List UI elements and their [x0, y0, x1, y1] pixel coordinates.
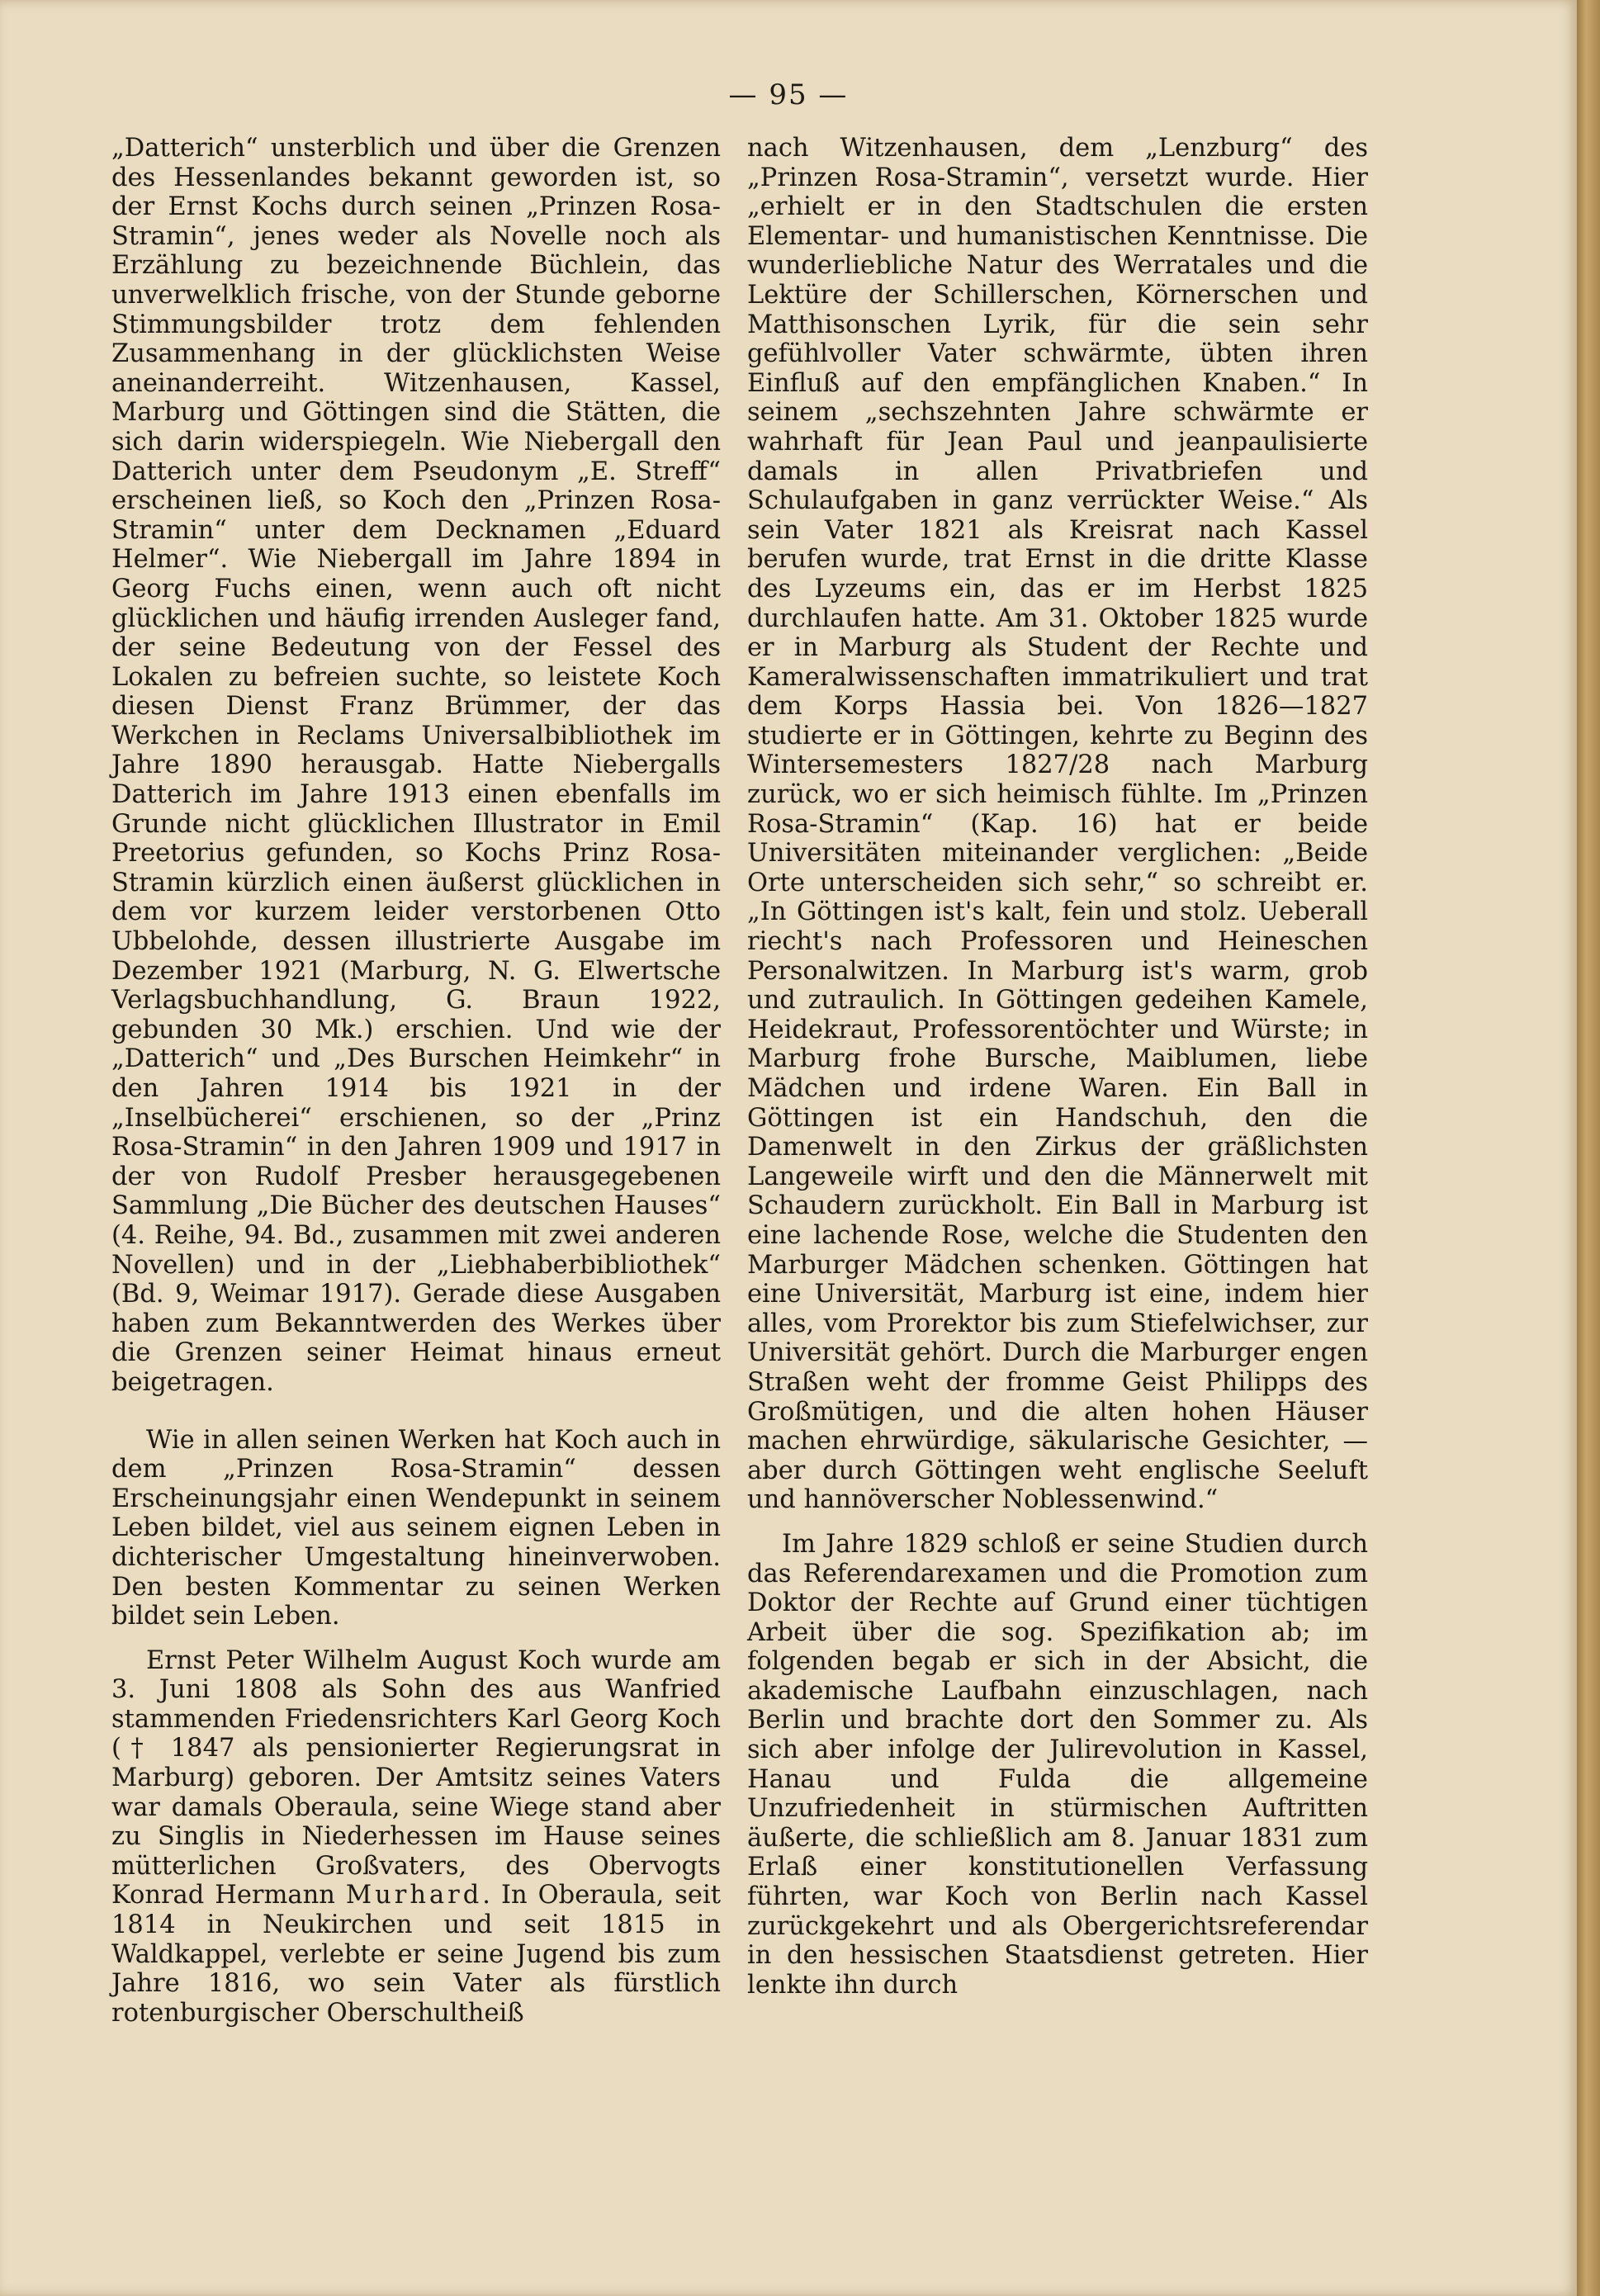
left-paragraph-3-end: . In Oberaula, seit 1814 in Neukirchen und seit 1815 in Waldkappel, verlebte er seine Jugend bis zum Jahre 1816, wo sein Vater als fürstlich rotenburgischer Oberschultheiß — [111, 1881, 721, 2028]
left-column — [111, 134, 721, 2028]
right-paragraph-2: Im Jahre 1829 schloß er seine Studien durch das Referendarexamen und die Promotion zum Doktor der Rechte auf Grund einer tüchtigen Arbeit über die sog. Spezifikation ab; im folgenden begab er sich in der Absicht, die akademische Laufbahn einzuschlagen, nach Berlin und brachte dort den Sommer zu. Als sich aber infolge der Julirevolution in Kassel, Hanau und Fulda die allgemeine Unzufriedenheit in stürmischen Auftritten äußerte, die schließlich am 8. Januar 1831 zum Erlaß einer konstitutionellen Verfassung führten, war Koch von Berlin nach Kassel zurückgekehrt und als Obergerichtsreferendar in den hessischen Staatsdienst getreten. Hier lenkte ihn durch — [747, 1529, 1368, 2000]
left-paragraph-2: Wie in allen seinen Werken hat Koch auch in dem „Prinzen Rosa-Stramin“ dessen Erscheinungsjahr einen Wendepunkt in seinem Leben bildet, viel aus seinem eignen Leben in dichterischer Umgestaltung hineinverwoben. Den besten Kommentar zu seinen Werken bildet sein Leben. — [111, 1425, 721, 1631]
left-paragraph-3-start: Ernst Peter Wilhelm August Koch wurde am 3. Juni 1808 als Sohn des aus Wanfried stammenden Friedensrichters Karl Georg Koch († 1847 als pensionierter Regierungsrat in Marburg) geboren. Der Amtsitz seines Vaters war damals Oberaula, seine Wiege stand aber zu Singlis in Niederhessen im Hause seines mütterlichen Großvaters, des Obervogts Konrad Hermann — [111, 1645, 721, 1910]
page-number: — 95 — — [728, 78, 849, 111]
book-edge — [1577, 0, 1600, 2296]
murhard-name: Murhard — [345, 1881, 483, 1910]
left-paragraph-1: „Datterich“ unsterblich und über die Grenzen des Hessenlandes bekannt geworden ist, so der Ernst Kochs durch seinen „Prinzen Rosa-Stramin“, jenes weder als Novelle noch als Erzählung zu bezeichnende Büchlein, das unverwelklich frische, von der Stunde geborne Stimmungsbilder trotz dem fehlenden Zusammenhang in der glücklichsten Weise aneinanderreiht. Witzenhausen, Kassel, Marburg und Göttingen sind die Stätten, die sich darin widerspiegeln. Wie Niebergall den Datterich unter dem Pseudonym „E. Streff“ erscheinen ließ, so Koch den „Prinzen Rosa-Stramin“ unter dem Decknamen „Eduard Helmer“. Wie Niebergall im Jahre 1894 in Georg Fuchs einen, wenn auch oft nicht glücklichen und häufig irrenden Ausleger fand, der seine Bedeutung von der Fessel des Lokalen zu befreien suchte, so leistete Koch diesen Dienst Franz Brümmer, der das Werkchen in Reclams Universalbibliothek im Jahre 1890 herausgab. Hatte Niebergalls Datterich im Jahre 1913 einen ebenfalls im Grunde nicht glücklichen Illustrator in Emil Preetorius gefunden, so Kochs Prinz Rosa-Stramin kürzlich einen äußerst glücklichen in dem vor kurzem leider verstorbenen Otto Ubbelohde, dessen illustrierte Ausgabe im Dezember 1921 (Marburg, N. G. Elwertsche Verlagsbuchhandlung, G. Braun 1922, gebunden 30 Mk.) erschien. Und wie der „Datterich“ und „Des Burschen Heimkehr“ in den Jahren 1914 bis 1921 in der „Inselbücherei“ erschienen, so der „Prinz Rosa-Stramin“ in den Jahren 1909 und 1917 in der von Rudolf Presber herausgegebenen Sammlung „Die Bücher des deutschen Hauses“ (4. Reihe, 94. Bd., zusammen mit zwei anderen Novellen) und in der „Liebhaberbibliothek“ (Bd. 9, Weimar 1917). Gerade diese Ausgaben haben zum Bekanntwerden des Werkes über die Grenzen seiner Heimat hinaus erneut beigetragen. — [111, 134, 721, 1397]
right-column — [747, 134, 1368, 2000]
left-paragraph-3 — [111, 1646, 721, 2029]
right-paragraph-1: nach Witzenhausen, dem „Lenzburg“ des „Prinzen Rosa-Stramin“, versetzt wurde. Hier „erhielt er in den Stadtschulen die ersten Elementar- und humanistischen Kenntnisse. Die wunderliebliche Natur des Werratales und die Lektüre der Schillerschen, Körnerschen und Matthisonschen Lyrik, für die sein sehr gefühlvoller Vater schwärmte, übten ihren Einfluß auf den empfänglichen Knaben.“ In seinem „sechszehnten Jahre schwärmte er wahrhaft für Jean Paul und jeanpaulisierte damals in allen Privatbriefen und Schulaufgaben in ganz verrückter Weise.“ Als sein Vater 1821 als Kreisrat nach Kassel berufen wurde, trat Ernst in die dritte Klasse des Lyzeums ein, das er im Herbst 1825 durchlaufen hatte. Am 31. Oktober 1825 wurde er in Marburg als Student der Rechte und Kameralwissenschaften immatrikuliert und trat dem Korps Hassia bei. Von 1826—1827 studierte er in Göttingen, kehrte zu Beginn des Wintersemesters 1827/28 nach Marburg zurück, wo er sich heimisch fühlte. Im „Prinzen Rosa-Stramin“ (Kap. 16) hat er beide Universitäten miteinander verglichen: „Beide Orte unterscheiden sich sehr,“ so schreibt er. „In Göttingen ist's kalt, fein und stolz. Ueberall riecht's nach Professoren und Heineschen Personalwitzen. In Marburg ist's warm, grob und zutraulich. In Göttingen gedeihen Kamele, Heidekraut, Professorentöchter und Würste; in Marburg frohe Bursche, Maiblumen, liebe Mädchen und irdene Waren. Ein Ball in Göttingen ist ein Handschuh, den die Damenwelt in den Zirkus der gräßlichsten Langeweile wirft und den die Männerwelt mit Schaudern zurückholt. Ein Ball in Marburg ist eine lachende Rose, welche die Studenten den Marburger Mädchen schenken. Göttingen hat eine Universität, Marburg ist eine, indem hier alles, vom Prorektor bis zum Stiefelwichser, zur Universität gehört. Durch die Marburger engen Straßen weht der fromme Geist Philipps des Großmütigen, und die alten hohen Häuser machen ehrwürdige, säkularische Gesichter, — aber durch Göttingen weht englische Seeluft und hannöverscher Noblessenwind.“ — [747, 134, 1368, 1515]
